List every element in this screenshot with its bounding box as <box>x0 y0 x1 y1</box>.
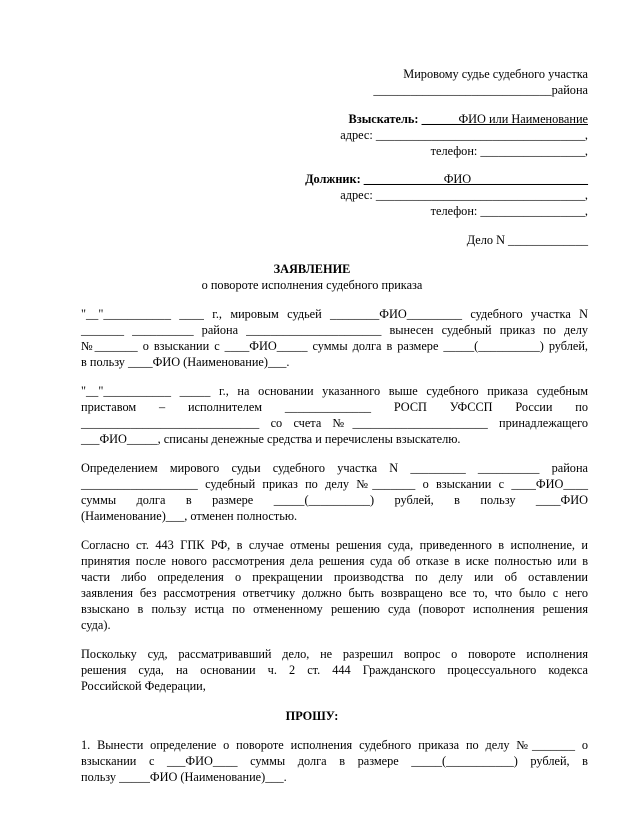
debtor-line <box>305 171 588 187</box>
paragraph-5-line-1: Поскольку суд, рассматривавший дело, не разрешил вопрос о повороте исполнения <box>81 647 588 661</box>
paragraph-1-line-3: №_______ о взыскании с ____ФИО_____ суммы долга в размере _____(__________) рублей, <box>81 339 588 353</box>
paragraph-1-line-4: в пользу ____ФИО (Наименование)___. <box>81 355 290 369</box>
paragraph-4-line-3: части либо определения о прекращении производства по делу или об оставлении <box>81 570 588 584</box>
paragraph-2-line-3: _____________________________ со счета №______________________ принадлежащего <box>81 416 588 430</box>
debtor-address: адрес: __________________________________, <box>340 188 588 202</box>
claimant-line <box>349 111 588 127</box>
paragraph-3-line-4: (Наименование)___, отменен полностью. <box>81 509 298 523</box>
request-heading: ПРОШУ: <box>285 709 339 723</box>
paragraph-1-line-1: "__"___________ ____ г., мировым судьей ________ФИО_________ судебного участка N <box>81 307 588 321</box>
debtor-phone: телефон: _________________, <box>430 204 588 218</box>
paragraph-5-line-2: решения суда, на основании ч. 2 ст. 444 Гражданского процессуального кодекса <box>81 663 588 677</box>
document-title: ЗАЯВЛЕНИЕ <box>273 262 351 276</box>
paragraph-2-line-4: ___ФИО_____, списаны денежные средства и перечислены взыскателю. <box>81 432 461 446</box>
request-item-1-line-2: взыскании с ___ФИО____ суммы долга в размере _____(___________) рублей, в <box>81 754 588 768</box>
paragraph-4-line-4: заявления без рассмотрения ответчику должно быть возвращено все то, что было с него <box>81 586 588 600</box>
paragraph-5-line-3: Российской Федерации, <box>81 679 206 693</box>
paragraph-3-line-3: суммы долга в размере _____(__________) рублей, в пользу ____ФИО <box>81 493 588 507</box>
document-subtitle: о повороте исполнения судебного приказа <box>201 278 423 292</box>
debtor-label: Должник: <box>305 172 361 186</box>
claimant-address: адрес: __________________________________, <box>340 128 588 142</box>
request-item-1-line-3: пользу _____ФИО (Наименование)___. <box>81 770 287 784</box>
paragraph-4-line-2: принятия после нового рассмотрения дела решения суда об отказе в иске полностью или в <box>81 554 588 568</box>
claimant-label: Взыскатель: <box>348 112 419 126</box>
paragraph-2-line-2: приставом – исполнителем ______________ РОСП УФССП России по <box>81 400 588 414</box>
claimant-phone: телефон: _________________, <box>430 144 588 158</box>
paragraph-3-line-2: ___________________ судебный приказ по делу №_______ о взыскании с ____ФИО____ <box>81 477 588 491</box>
paragraph-2-line-1: "__"___________ _____ г., на основании указанного выше судебного приказа судебным <box>81 384 588 398</box>
claimant-value: ______ФИО или Наименование <box>421 112 588 126</box>
debtor-value: _____________ФИО___________________ <box>363 172 588 186</box>
paragraph-1-line-2: _______ __________ района ______________________ вынесен судебный приказ по делу <box>81 323 588 337</box>
paragraph-4-line-5: взыскано в пользу истца по отмененному решению суда (поворот исполнения решения <box>81 602 588 616</box>
case-number: Дело N _____________ <box>466 233 588 247</box>
request-item-1-line-1: 1. Вынести определение о повороте исполнения судебного приказа по делу №_______ о <box>81 738 588 752</box>
court-district-line: _____________________________района <box>373 83 588 97</box>
paragraph-4-line-1: Согласно ст. 443 ГПК РФ, в случае отмены решения суда, приведенного в исполнение, и <box>81 538 588 552</box>
paragraph-3-line-1: Определением мирового судьи судебного участка N _________ __________ района <box>81 461 588 475</box>
paragraph-4-line-6: суда). <box>81 618 111 632</box>
addressee-line: Мировому судье судебного участка <box>403 67 588 81</box>
